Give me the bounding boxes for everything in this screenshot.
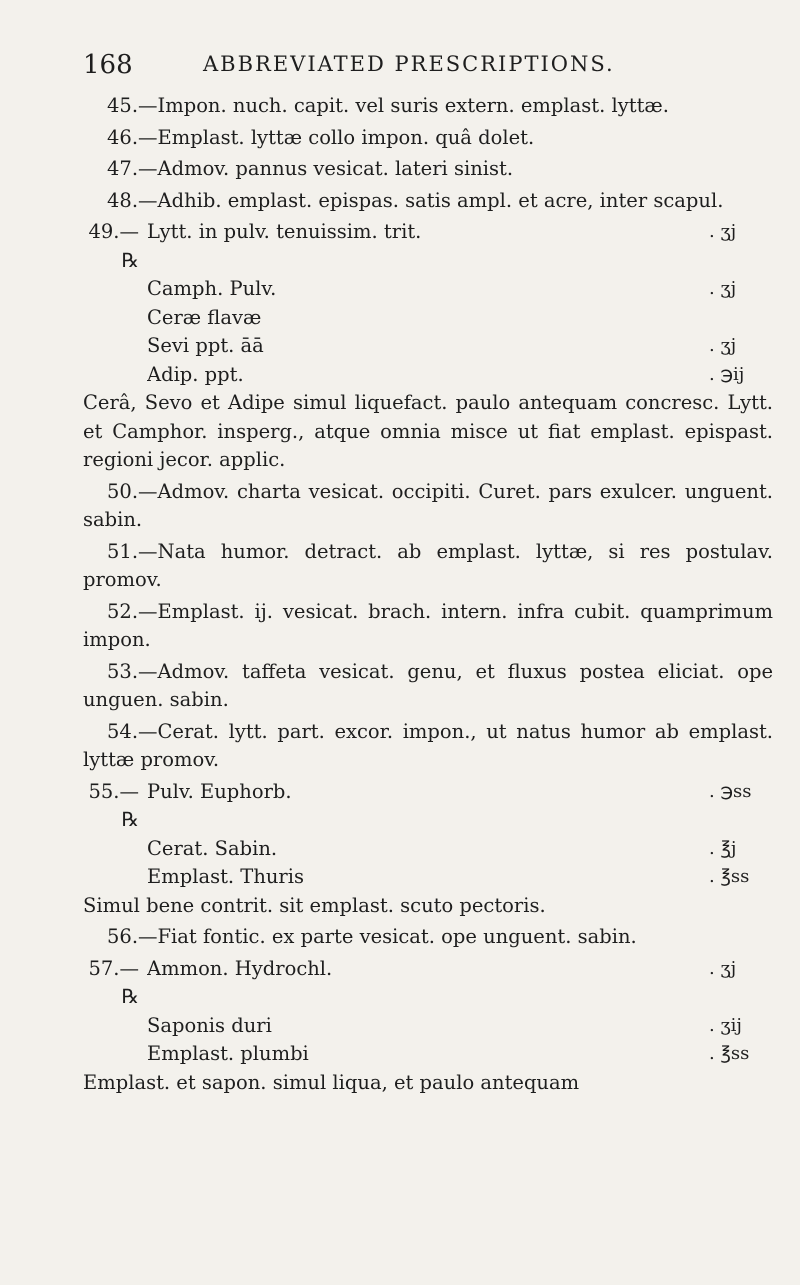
prescription-number: 49.— ℞	[88, 220, 139, 272]
entry-50: 50.—Admov. charta vesicat. occipiti. Curet. pars exulcer. unguent. sabin.	[83, 479, 773, 531]
ingredient-quantity: . ℈ss	[709, 780, 752, 802]
prescription-directions: Cerâ, Sevo et Adipe simul liquefact. paulo antequam concresc. Lytt. et Camphor. insperg., atque omnia misce ut fiat emplast. epispast. regioni jecor. applic.	[83, 391, 773, 471]
ingredient-quantity: . ℥ss	[709, 866, 750, 887]
entry-53: 53.—Admov. taffeta vesicat. genu, et fluxus postea eliciat. ope unguen. sabin.	[83, 659, 773, 711]
ingredient-row	[83, 955, 773, 1012]
ingredient-name: Camph. Pulv.	[147, 277, 277, 300]
ingredient-quantity: . ʒij	[709, 1014, 742, 1036]
ingredient-row	[83, 835, 773, 864]
page-header	[83, 50, 773, 84]
page-number: 168	[83, 50, 133, 80]
entry-57-prescription	[83, 955, 773, 1098]
ingredient-quantity: . ℥ss	[709, 1043, 750, 1064]
entry-47: 47.—Admov. pannus vesicat. lateri sinist.	[107, 157, 514, 180]
ingredient-quantity: . ʒj	[709, 957, 737, 979]
ingredient-row	[83, 332, 773, 361]
ingredient-name: Adip. ppt.	[147, 362, 244, 386]
entry-56: 56.—Fiat fontic. ex parte vesicat. ope unguent. sabin.	[107, 925, 637, 948]
ingredient-name: Emplast. plumbi	[147, 1042, 309, 1065]
ingredient-quantity: . ʒj	[709, 278, 737, 299]
prescription-directions: Emplast. et sapon. simul liqua, et paulo antequam	[83, 1070, 580, 1094]
ingredient-quantity	[709, 304, 773, 333]
ingredient-name: Saponis duri	[147, 1013, 272, 1037]
ingredient-quantity: . ʒj	[709, 221, 737, 242]
ingredient-name: Cerat. Sabin.	[147, 836, 278, 860]
ingredient-row	[83, 361, 773, 390]
prescription-number: 57.— ℞	[88, 956, 139, 1008]
entry-52: 52.—Emplast. ij. vesicat. brach. intern. infra cubit. quamprimum impon.	[83, 599, 773, 651]
prescription-number: 55.— ℞	[88, 779, 139, 831]
ingredient-quantity: . ʒj	[709, 335, 737, 356]
ingredient-row	[83, 275, 773, 304]
entry-48: 48.—Adhib. emplast. epispas. satis ampl. et acre, inter scapul.	[107, 188, 724, 212]
ingredient-name: Lytt. in pulv. tenuissim. trit.	[147, 220, 422, 243]
ingredient-quantity: . ℥j	[709, 837, 737, 859]
ingredient-row	[83, 218, 773, 275]
ingredient-name: Sevi ppt. āā	[147, 334, 264, 357]
entry-54: 54.—Cerat. lytt. part. excor. impon., ut natus humor ab emplast. lyttæ promov.	[83, 719, 773, 771]
entry-55-prescription	[83, 778, 773, 921]
entry-45: 45.—Impon. nuch. capit. vel suris extern. emplast. lyttæ.	[107, 94, 669, 117]
entry-51: 51.—Nata humor. detract. ab emplast. lyttæ, si res postulav. promov.	[83, 539, 773, 591]
ingredient-row	[83, 1012, 773, 1041]
body-text	[83, 92, 773, 1100]
ingredient-name: Emplast. Thuris	[147, 865, 304, 888]
ingredient-quantity: . ℈ij	[709, 363, 745, 385]
ingredient-row	[83, 304, 773, 333]
ingredient-name: Pulv. Euphorb.	[147, 779, 292, 803]
prescription-directions: Simul bene contrit. sit emplast. scuto pectoris.	[83, 893, 546, 917]
ingredient-name: Ammon. Hydrochl.	[147, 956, 333, 980]
entry-49-prescription	[83, 218, 773, 475]
running-title: ABBREVIATED PRESCRIPTIONS.	[203, 52, 615, 76]
ingredient-row	[83, 863, 773, 892]
ingredient-name: Ceræ flavæ	[147, 305, 262, 329]
entry-46: 46.—Emplast. lyttæ collo impon. quâ dolet.	[107, 125, 535, 149]
ingredient-row	[83, 778, 773, 835]
ingredient-row	[83, 1040, 773, 1069]
